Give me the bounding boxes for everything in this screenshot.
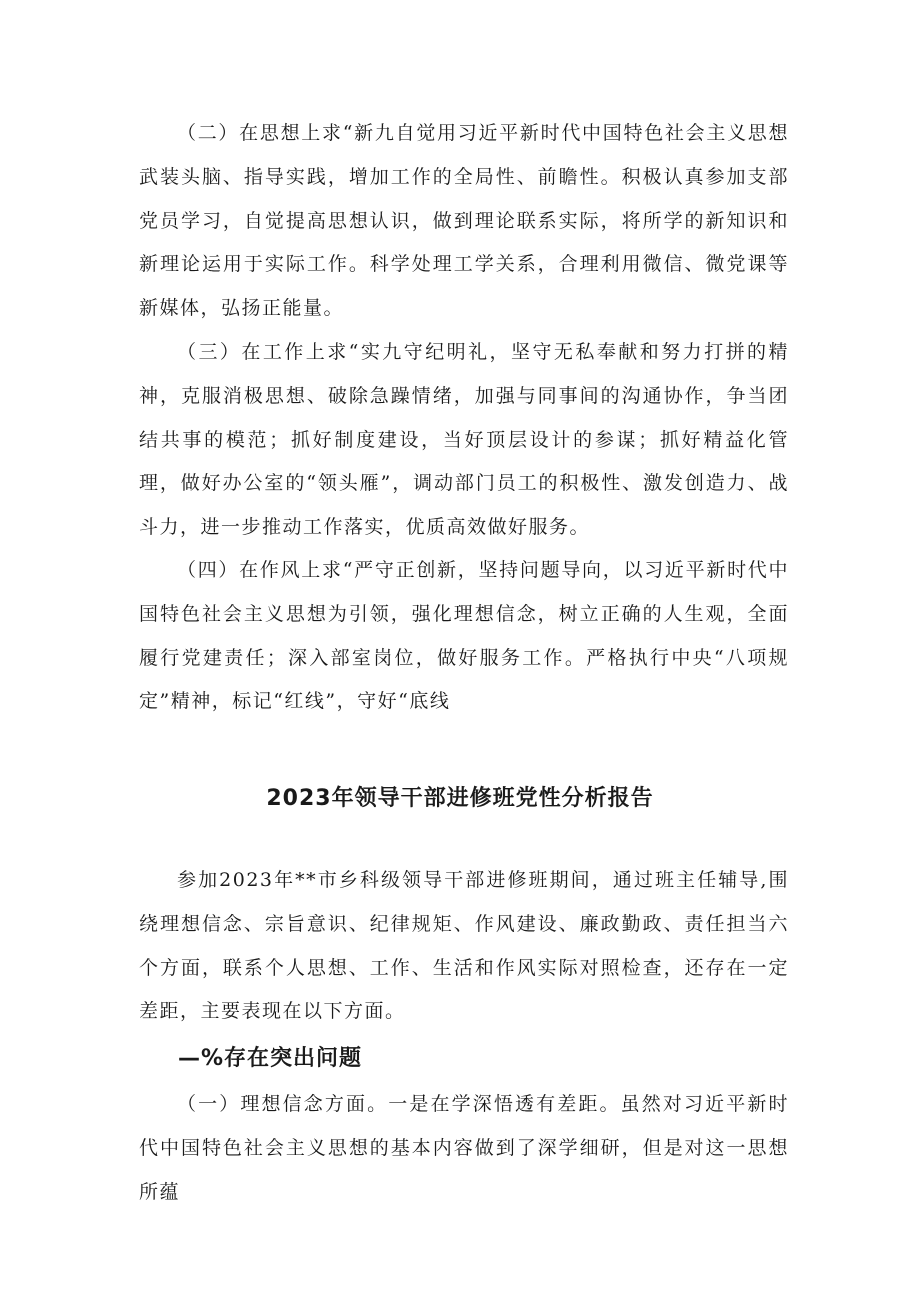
report-title: 2023年领导干部进修班党性分析报告: [266, 786, 654, 811]
paragraph-style: （四）在作风上求“严守正创新，坚持问题导向，以习近平新时代中国特色社会主义思想为引领，强化理想信念，树立正确的人生观，全面履行党建责任；深入部室岗位，做好服务工作。严格执行中央“八项规定”精神，标记“红线”，守好“底线: [139, 559, 789, 713]
section-paragraph: （一）理想信念方面。一是在学深悟透有差距。虽然对习近平新时代中国特色社会主义思想的基本内容做到了深学细研，但是对这一思想所蕴: [139, 1093, 789, 1203]
intro-paragraph: 参加2023年**市乡科级领导干部进修班期间，通过班主任辅导,围绕理想信念、宗旨意识、纪律规矩、作风建设、廉政勤政、责任担当六个方面，联系个人思想、工作、生活和作风实际对照检查，还存在一定差距，主要表现在以下方面。: [139, 869, 789, 1023]
paragraph-thought: （二）在思想上求“新九自觉用习近平新时代中国特色社会主义思想武装头脑、指导实践，增加工作的全局性、前瞻性。积极认真参加支部党员学习，自觉提高思想认识，做到理论联系实际，将所学的新知识和新理论运用于实际工作。科学处理工学关系，合理利用微信、微党课等新媒体，弘扬正能量。: [139, 122, 789, 320]
section-heading: —%存在突出问题: [178, 1046, 363, 1071]
paragraph-work: （三）在工作上求“实九守纪明礼，坚守无私奉献和努力打拼的精神，克服消极思想、破除急躁情绪，加强与同事间的沟通协作，争当团结共事的模范；抓好制度建设，当好顶层设计的参谋；抓好精益化管理，做好办公室的“领头雁”，调动部门员工的积极性、激发创造力、战斗力，进一步推动工作落实，优质高效做好服务。: [139, 341, 789, 539]
